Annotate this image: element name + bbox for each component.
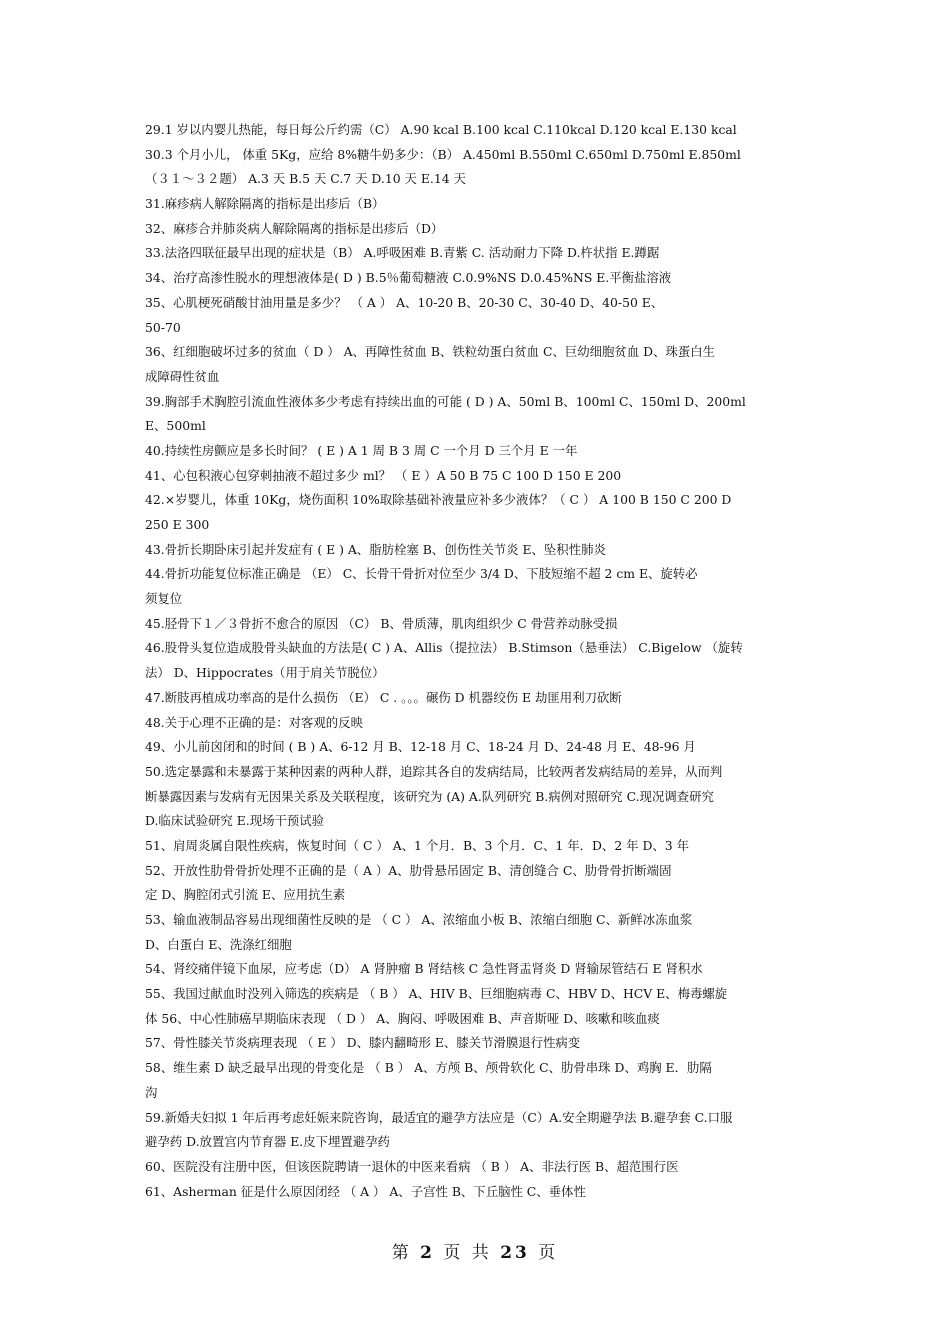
text-line: 48.关于心理不正确的是：对客观的反映 bbox=[145, 714, 363, 730]
text-line: D、白蛋白 E、洗涤红细胞 bbox=[145, 936, 292, 952]
text-line: 34、治疗高渗性脱水的理想液体是( D ) B.5％葡萄糖液 C.0.9%NS D.0.45%NS E.平衡盐溶液 bbox=[145, 270, 672, 286]
footer-suffix: 页 bbox=[538, 1243, 559, 1263]
footer-prefix: 第 bbox=[391, 1243, 412, 1263]
text-line: 57、骨性膝关节炎病理表现 （ E ） D、膝内翻畸形 E、膝关节滑膜退行性病变 bbox=[145, 1035, 581, 1051]
text-line: 29.1 岁以内婴儿热能，每日每公斤约需（C） A.90 kcal B.100 kcal C.110kcal D.120 kcal E.130 kcal bbox=[145, 122, 737, 137]
text-line: 60、医院没有注册中医，但该医院聘请一退休的中医来看病 （ B ） A、非法行医 B、超范围行医 bbox=[145, 1158, 679, 1174]
text-line: 250 E 300 bbox=[145, 517, 210, 532]
text-line: 52、开放性肋骨骨折处理不正确的是（ A ）A、肋骨悬吊固定 B、清创缝合 C、肋骨骨折断端固 bbox=[145, 862, 672, 878]
text-line: 50.选定暴露和未暴露于某种因素的两种人群，追踪其各自的发病结局，比较两者发病结局的差异，从而判 bbox=[145, 763, 723, 779]
page-footer bbox=[0, 1238, 950, 1263]
text-line: 55、我国过献血时没列入筛选的疾病是 （ B ） A、HIV B、巨细胞病毒 C、HBV D、HCV E、梅毒螺旋 bbox=[145, 986, 728, 1002]
text-line: 40.持续性房颤应是多长时间？ ( E ) A 1 周 B 3 周 C 一个月 D 三个月 E 一年 bbox=[145, 442, 578, 458]
text-line: 33.法洛四联征最早出现的症状是（B） A.呼吸困难 B.青紫 C. 活动耐力下降 D.杵状指 E.蹲踞 bbox=[145, 245, 660, 261]
text-line: 46.股骨头复位造成股骨头缺血的方法是( C ) A、Allis（提拉法） B.Stimson（悬垂法） C.Bigelow （旋转 bbox=[145, 640, 743, 656]
text-line: E、500ml bbox=[145, 418, 206, 434]
text-line: 39.胸部手术胸腔引流血性液体多少考虑有持续出血的可能 ( D ) A、50ml B、100ml C、150ml D、200ml bbox=[145, 393, 746, 409]
text-line: 42.×岁婴儿，体重 10Kg，烧伤面积 10%取除基础补液量应补多少液体？（ C ） A 100 B 150 C 200 D bbox=[145, 492, 732, 508]
text-line: 断暴露因素与发病有无因果关系及关联程度，该研究为 (A) A.队列研究 B.病例对照研究 C.现况调查研究 bbox=[145, 788, 714, 804]
text-line: 避孕药 D.放置宫内节育器 E.皮下埋置避孕药 bbox=[145, 1134, 390, 1150]
text-line: 50-70 bbox=[145, 319, 181, 335]
text-line: 47.断肢再植成功率高的是什么损伤 （E） C . 。。。碾伤 D 机器绞伤 E 劫匪用利刀砍断 bbox=[145, 689, 622, 705]
text-line: 43.骨折长期卧床引起并发症有 ( E ) A、脂肪栓塞 B、创伤性关节炎 E、坠积性肺炎 bbox=[145, 541, 606, 557]
text-line: 法） D、Hippocrates（用于肩关节脱位） bbox=[145, 665, 385, 681]
text-line: （３１～３２题） A.3 天 B.5 天 C.7 天 D.10 天 E.14 天 bbox=[145, 171, 466, 187]
text-line: 35、心肌梗死硝酸甘油用量是多少？ （ A ） A、10-20 B、20-30 C、30-40 D、40-50 E、 bbox=[145, 294, 664, 310]
text-line: 41、心包积液心包穿刺抽液不超过多少 ml？ （ E ）A 50 B 75 C 100 D 150 E 200 bbox=[145, 467, 622, 483]
text-line: 59.新婚夫妇拟 1 年后再考虑妊娠来院咨询，最适宜的避孕方法应是（C）A.安全期避孕法 B.避孕套 C.口服 bbox=[145, 1109, 733, 1125]
current-page-number: 2 bbox=[420, 1243, 435, 1263]
text-line: 61、Asherman 征是什么原因闭经 （ A ） A、子宫性 B、下丘脑性 C、垂体性 bbox=[145, 1183, 586, 1199]
text-line: 沟 bbox=[145, 1084, 158, 1100]
text-line: 32、麻疹合并肺炎病人解除隔离的指标是出疹后（D） bbox=[145, 220, 444, 236]
text-line: 45.胫骨下１／３骨折不愈合的原因 （C） B、骨质薄，肌肉组织少 C 骨营养动脉受损 bbox=[145, 615, 618, 631]
text-line: 49、小儿前囟闭和的时间 ( B ) A、6-12 月 B、12-18 月 C、18-24 月 D、24-48 月 E、48-96 月 bbox=[145, 739, 696, 755]
text-line: 51、肩周炎属自限性疾病，恢复时间（ C ） A、1 个月．B、3 个月．C、1 年．D、2 年 D、3 年 bbox=[145, 837, 690, 853]
text-line: 44.骨折功能复位标准正确是 （E） C、长骨干骨折对位至少 3/4 D、下肢短缩不超 2 cm E、旋转必 bbox=[145, 566, 698, 582]
text-line: D.临床试验研究 E.现场干预试验 bbox=[145, 813, 325, 829]
text-line: 54、肾绞痛伴镜下血尿，应考虑（D） A 肾肿瘤 B 肾结核 C 急性肾盂肾炎 D 肾输尿管结石 E 肾积水 bbox=[145, 961, 703, 977]
text-line: 定 D、胸腔闭式引流 E、应用抗生素 bbox=[145, 887, 346, 903]
text-line: 须复位 bbox=[145, 591, 183, 607]
text-line: 58、维生素 D 缺乏最早出现的骨变化是 （ B ） A、方颅 B、颅骨软化 C、肋骨串珠 D、鸡胸 E．肋隔 bbox=[145, 1060, 712, 1076]
footer-middle: 页 共 bbox=[443, 1243, 492, 1263]
text-line: 31.麻疹病人解除隔离的指标是出疹后（B） bbox=[145, 196, 385, 212]
total-page-count: 23 bbox=[500, 1243, 530, 1263]
text-line: 53、输血液制品容易出现细菌性反映的是 （ C ） A、浓缩血小板 B、浓缩白细胞 C、新鲜冰冻血浆 bbox=[145, 912, 693, 927]
text-line: 30.3 个月小儿， 体重 5Kg，应给 8%糖牛奶多少：（B） A.450ml B.550ml C.650ml D.750ml E.850ml bbox=[145, 146, 741, 162]
text-line: 36、红细胞破坏过多的贫血（ D ） A、再障性贫血 B、铁粒幼蛋白贫血 C、巨幼细胞贫血 D、珠蛋白生 bbox=[145, 344, 716, 360]
text-line: 成障碍性贫血 bbox=[145, 368, 220, 384]
question-list bbox=[145, 118, 810, 1204]
text-line: 体 56、中心性肺癌早期临床表现 （ D ） A、胸闷、呼吸困难 B、声音斯哑 D、咳嗽和咳血痰 bbox=[145, 1010, 660, 1026]
